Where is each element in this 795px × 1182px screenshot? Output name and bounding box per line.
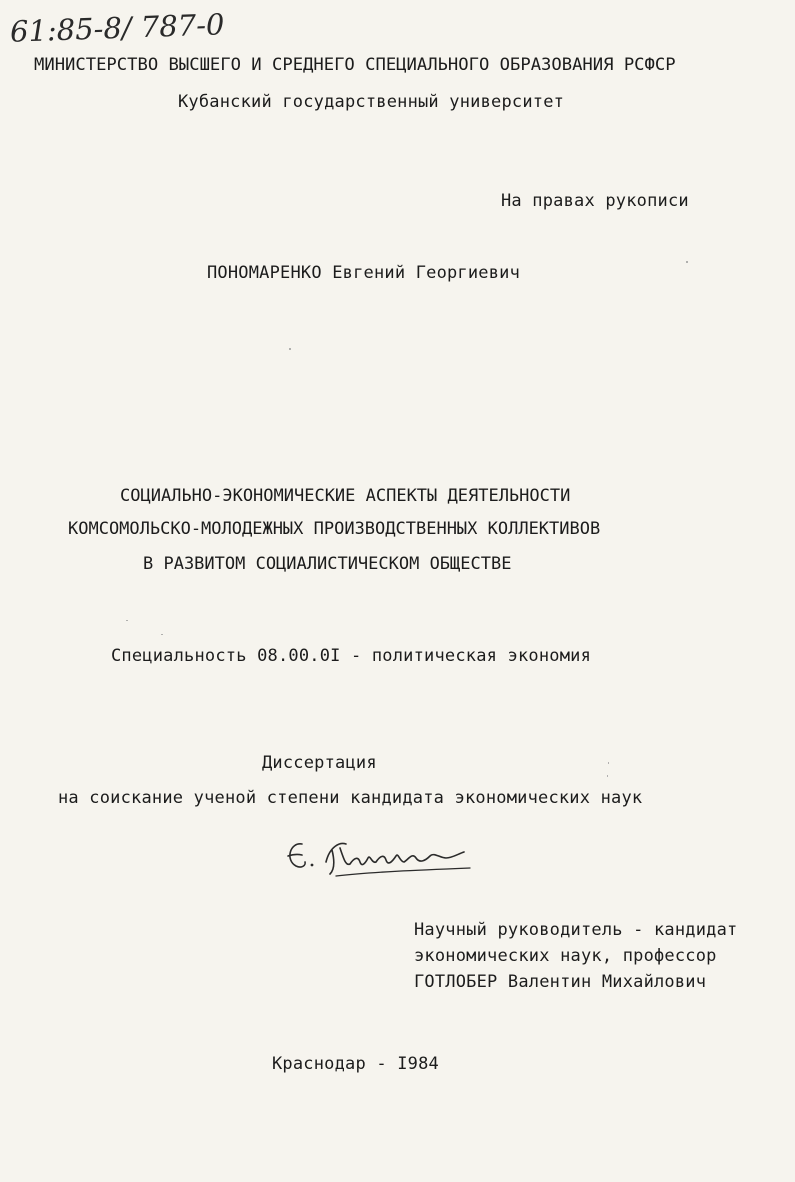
university-name: Кубанский государственный университет — [178, 92, 565, 112]
title-line-1: СОЦИАЛЬНО-ЭКОНОМИЧЕСКИЕ АСПЕКТЫ ДЕЯТЕЛЬНОСТИ — [120, 486, 571, 506]
scan-speck — [686, 261, 688, 263]
degree-purpose: на соискание ученой степени кандидата экономических наук — [58, 788, 643, 808]
author-name: ПОНОМАРЕНКО Евгений Георгиевич — [207, 263, 521, 283]
title-line-3: В РАЗВИТОМ СОЦИАЛИСТИЧЕСКОМ ОБЩЕСТВЕ — [143, 554, 512, 574]
specialty-line: Специальность 08.00.0I - политическая экономия — [111, 646, 592, 666]
supervisor-line-3: ГОТЛОБЕР Валентин Михайлович — [414, 972, 707, 992]
supervisor-line-2: экономических наук, профессор — [414, 946, 717, 966]
archive-mark: 61:85-8/ 787-0 — [9, 7, 225, 49]
scan-speck — [161, 634, 163, 635]
scan-speck — [608, 762, 609, 764]
signature — [280, 832, 490, 882]
city-year: Краснодар - I984 — [272, 1054, 439, 1074]
manuscript-note: На правах рукописи — [501, 191, 689, 211]
scan-speck — [126, 620, 128, 621]
supervisor-line-1: Научный руководитель - кандидат — [414, 920, 738, 940]
dissertation-label: Диссертация — [262, 753, 377, 773]
ministry-heading: МИНИСТЕРСТВО ВЫСШЕГО И СРЕДНЕГО СПЕЦИАЛЬНОГО ОБРАЗОВАНИЯ РСФСР — [34, 55, 676, 75]
scan-speck — [607, 775, 608, 777]
scan-speck — [289, 348, 291, 350]
title-line-2: КОМСОМОЛЬСКО-МОЛОДЕЖНЫХ ПРОИЗВОДСТВЕННЫХ КОЛЛЕКТИВОВ — [68, 519, 601, 539]
